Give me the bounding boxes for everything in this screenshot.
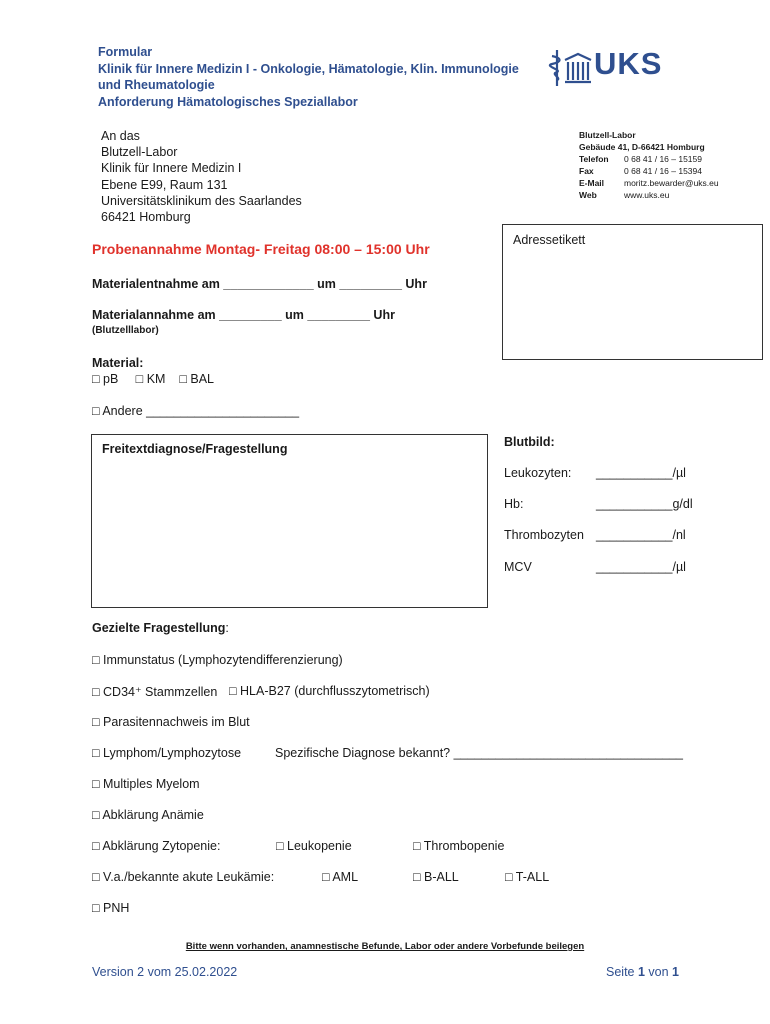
checkbox-zytopenie[interactable]: □ Abklärung Zytopenie: bbox=[92, 839, 221, 853]
material-options[interactable]: □ pB □ KM □ BAL bbox=[92, 372, 214, 386]
checkbox-leukopenie[interactable]: □ Leukopenie bbox=[276, 839, 352, 853]
freitext-diagnose-box[interactable] bbox=[91, 434, 488, 608]
checkbox-anaemie[interactable]: □ Abklärung Anämie bbox=[92, 808, 204, 822]
adressetikett-label: Adressetikett bbox=[513, 233, 586, 247]
freitext-diagnose-label: Freitextdiagnose/Fragestellung bbox=[102, 442, 288, 456]
blutbild-label: MCV bbox=[504, 560, 532, 574]
contact-title: Blutzell-Labor bbox=[579, 130, 636, 140]
page-number bbox=[606, 965, 679, 979]
page-current: 1 bbox=[637, 965, 645, 979]
gezielte-colon: : bbox=[225, 621, 229, 635]
staff-of-asclepius-building-icon bbox=[546, 48, 592, 88]
footer-note: Bitte wenn vorhanden, anamnestische Befunde, Labor oder andere Vorbefunde beilegen bbox=[185, 941, 585, 952]
logo-text: UKS bbox=[594, 46, 663, 81]
contact-label: E-Mail bbox=[579, 178, 605, 188]
contact-row bbox=[579, 165, 719, 177]
address-line: Universitätsklinikum des Saarlandes bbox=[101, 193, 302, 208]
contact-value: 0 68 41 / 16 – 15159 bbox=[624, 154, 702, 164]
checkbox-myelom[interactable]: □ Multiples Myelom bbox=[92, 777, 200, 791]
header-line-4: Anforderung Hämatologisches Speziallabor bbox=[98, 94, 358, 109]
recipient-address bbox=[101, 128, 302, 225]
header-line-3: und Rheumatologie bbox=[98, 78, 215, 92]
checkbox-lymphom[interactable]: □ Lymphom/Lymphozytose bbox=[92, 746, 242, 760]
checkbox-aml[interactable]: □ AML bbox=[322, 870, 359, 884]
material-andere[interactable]: □ Andere ______________________ bbox=[92, 404, 300, 418]
header-line-1: Formular bbox=[98, 45, 153, 59]
blutbild-label: Thrombozyten bbox=[504, 528, 584, 542]
address-line: An das bbox=[101, 129, 140, 143]
checkbox-parasiten[interactable]: □ Parasitennachweis im Blut bbox=[92, 715, 250, 729]
hb-field[interactable]: ___________g/dl bbox=[596, 497, 693, 511]
thrombozyten-field[interactable]: ___________/nl bbox=[596, 528, 686, 542]
uks-logo bbox=[546, 44, 706, 88]
leukozyten-field[interactable]: ___________/µl bbox=[596, 466, 686, 480]
gezielte-title-text: Gezielte Fragestellung bbox=[92, 621, 226, 635]
contact-building: Gebäude 41, D-66421 Homburg bbox=[579, 142, 705, 152]
form-header bbox=[98, 44, 538, 110]
page-mid: von bbox=[644, 965, 673, 979]
spezifische-diagnose-field[interactable]: Spezifische Diagnose bekannt? _________________________________ bbox=[275, 746, 684, 760]
contact-info bbox=[579, 129, 719, 201]
contact-row bbox=[579, 153, 719, 165]
material-label: Material: bbox=[92, 356, 144, 370]
contact-label: Fax bbox=[579, 166, 594, 176]
blutbild-title: Blutbild: bbox=[504, 435, 555, 449]
version-label: Version 2 vom 25.02.2022 bbox=[92, 965, 238, 979]
mcv-field[interactable]: ___________/µl bbox=[596, 560, 686, 574]
contact-email[interactable]: moritz.bewarder@uks.eu bbox=[624, 178, 719, 188]
blutbild-label: Hb: bbox=[504, 497, 524, 511]
address-line: Blutzell-Labor bbox=[101, 145, 178, 160]
page-prefix: Seite bbox=[606, 965, 638, 979]
materialannahme-field[interactable]: Materialannahme am _________ um _________ Uhr bbox=[92, 308, 395, 322]
materialentnahme-field[interactable]: Materialentnahme am _____________ um _________ Uhr bbox=[92, 277, 427, 291]
header-line-2: Klinik für Innere Medizin I - Onkologie, Hämatologie, Klin. Immunologie bbox=[98, 61, 519, 76]
address-line: 66421 Homburg bbox=[101, 210, 191, 225]
annahme-hours: Probenannahme Montag- Freitag 08:00 – 15:00 Uhr bbox=[92, 241, 430, 257]
checkbox-hla-b27[interactable]: □ HLA-B27 (durchflusszytometrisch) bbox=[229, 684, 430, 698]
checkbox-thrombopenie[interactable]: □ Thrombopenie bbox=[413, 839, 505, 853]
page-total: 1 bbox=[672, 965, 679, 979]
contact-row bbox=[579, 189, 719, 201]
checkbox-pnh[interactable]: □ PNH bbox=[92, 901, 130, 915]
contact-label: Web bbox=[579, 190, 597, 200]
checkbox-cd34[interactable]: □ CD34⁺ Stammzellen bbox=[92, 685, 218, 699]
checkbox-immunstatus[interactable]: □ Immunstatus (Lymphozytendifferenzierung) bbox=[92, 653, 343, 667]
contact-web[interactable]: www.uks.eu bbox=[624, 190, 670, 200]
address-line: Ebene E99, Raum 131 bbox=[101, 177, 228, 192]
checkbox-leukaemie[interactable]: □ V.a./bekannte akute Leukämie: bbox=[92, 870, 275, 884]
contact-label: Telefon bbox=[579, 154, 609, 164]
adressetikett-box[interactable] bbox=[502, 224, 763, 360]
contact-row bbox=[579, 177, 719, 189]
contact-value: 0 68 41 / 16 – 15394 bbox=[624, 166, 702, 176]
checkbox-b-all[interactable]: □ B-ALL bbox=[413, 870, 459, 884]
gezielte-title bbox=[92, 621, 229, 635]
blutbild-label: Leukozyten: bbox=[504, 466, 572, 480]
checkbox-t-all[interactable]: □ T-ALL bbox=[505, 870, 550, 884]
address-line: Klinik für Innere Medizin I bbox=[101, 161, 242, 176]
blutzelllabor-note: (Blutzelllabor) bbox=[92, 325, 159, 336]
